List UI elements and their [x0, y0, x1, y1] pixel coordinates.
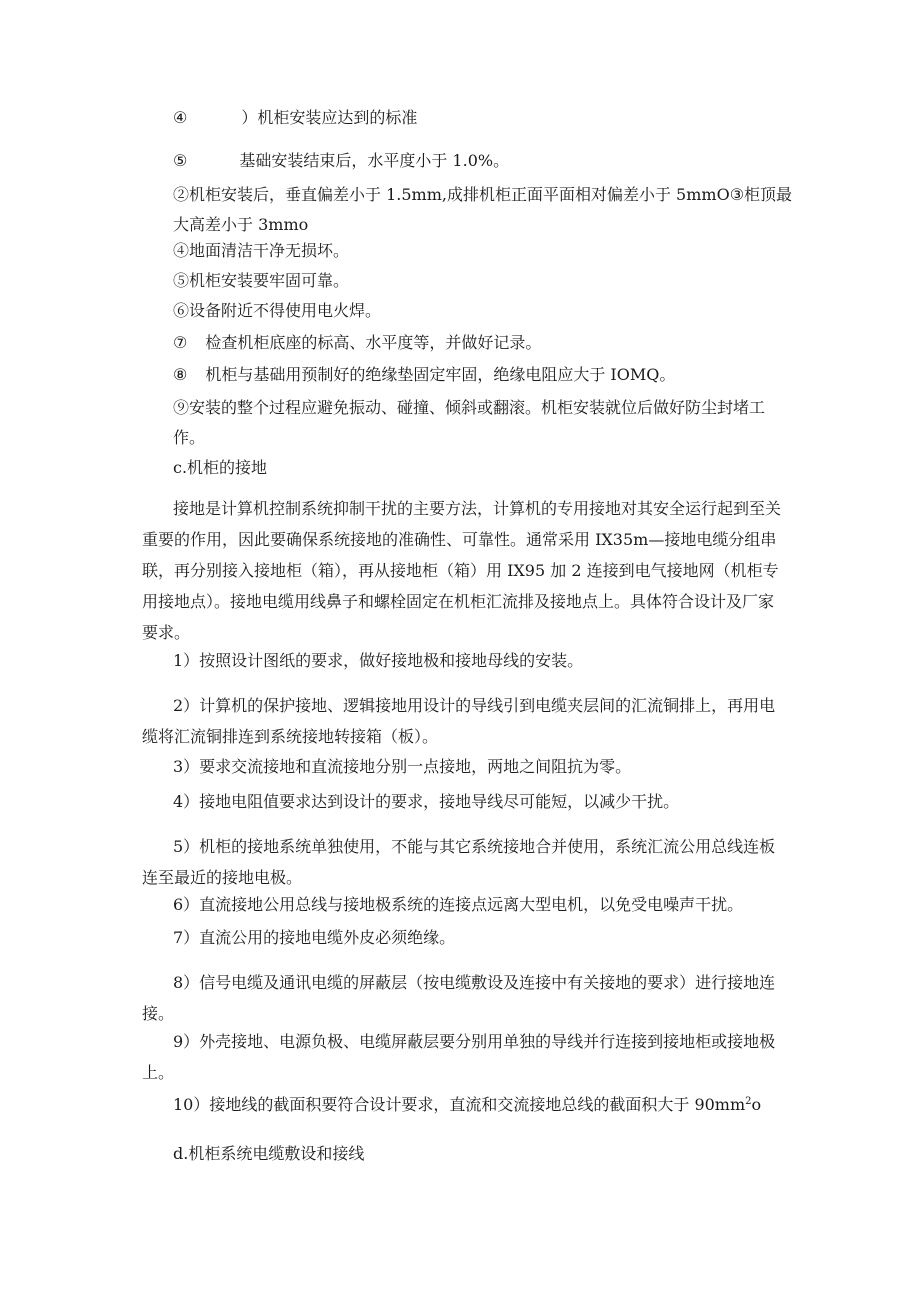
list-item-7: 7）直流公用的接地电缆外皮必须绝缘。: [173, 928, 456, 947]
item-firm-install: ⑤机柜安装要牢固可靠。: [173, 271, 350, 290]
list-item-9: 9）外壳接地、电源负极、电缆屏蔽层要分别用单独的导线并行连接到接地柜或接地极上。: [142, 1032, 776, 1082]
list-item-3: 3）要求交流接地和直流接地分别一点接地，两地之间阻抗为零。: [173, 757, 632, 776]
list-item-6: 6）直流接地公用总线与接地极系统的连接点远离大型电机，以免受电噪声干扰。: [173, 895, 744, 914]
standard-heading: [173, 107, 417, 129]
item-tail: o: [751, 1095, 762, 1114]
item-check-base: [173, 332, 541, 354]
marker: ⑤: [173, 151, 188, 170]
item-text: 机柜与基础用预制好的绝缘垫固定牢固，绝缘电阻应大于 IOMQ。: [205, 365, 676, 384]
list-item-10: [173, 1094, 761, 1116]
marker: ⑧: [173, 365, 188, 384]
item-vertical-deviation: ②机柜安装后，垂直偏差小于 1.5mm,成排机柜正面平面相对偏差小于 5mmO③柜顶最大高差小于 3mmo: [173, 185, 793, 234]
section-d-heading: d.机柜系统电缆敷设和接线: [173, 1144, 365, 1163]
section-c-heading: c.机柜的接地: [173, 458, 268, 477]
list-item-2: 2）计算机的保护接地、逻辑接地用设计的导线引到电缆夹层间的汇流铜排上，再用电缆将汇流铜排连到系统接地转接箱（板）。: [142, 696, 776, 746]
marker: ⑦: [173, 333, 188, 352]
marker: ④: [173, 108, 188, 127]
item-base-level: [173, 150, 509, 172]
item-text: 检查机柜底座的标高、水平度等，并做好记录。: [205, 333, 542, 352]
list-item-1: 1）按照设计图纸的要求，做好接地极和接地母线的安装。: [173, 651, 584, 670]
item-floor-clean: ④地面清洁干净无损坏。: [173, 241, 350, 260]
item-avoid-vibration: [173, 393, 785, 453]
section-c-paragraph: 接地是计算机控制系统抑制干扰的主要方法，计算机的专用接地对其安全运行起到至关重要的作用，因此要确保系统接地的准确性、可靠性。通常采用 IX35m—接地电缆分组串联，再分别接入接地柜（箱），再从接地柜（箱）用 IX95 加 2 连接到电气接地网（机柜专用接地点）。接地电缆用线鼻子和螺栓固定在机柜汇流排及接地点上。具体符合设计及厂家要求。: [142, 499, 782, 642]
superscript: 2: [745, 1096, 752, 1107]
list-item-8: 8）信号电缆及通讯电缆的屏蔽层（按电缆敷设及连接中有关接地的要求）进行接地连接。: [142, 973, 776, 1023]
item-text: 基础安装结束后，水平度小于 1.0%。: [239, 151, 510, 170]
item-text: 10）接地线的截面积要符合设计要求，直流和交流接地总线的截面积大于 90mm: [173, 1095, 746, 1114]
heading-text: ）机柜安装应达到的标准: [241, 108, 418, 127]
list-item-4: 4）接地电阻值要求达到设计的要求，接地导线尽可能短，以减少干扰。: [173, 792, 680, 811]
item-no-welding: ⑥设备附近不得使用电火焊。: [173, 301, 382, 320]
item-text: ⑨安装的整个过程应避免振动、碰撞、倾斜或翻滚。机柜安装就位后做好防尘封堵工作。: [173, 398, 766, 447]
list-item-5: 5）机柜的接地系统单独使用，不能与其它系统接地合并使用，系统汇流公用总线连板连至最近的接地电极。: [142, 837, 776, 887]
item-insulation: [173, 364, 675, 386]
